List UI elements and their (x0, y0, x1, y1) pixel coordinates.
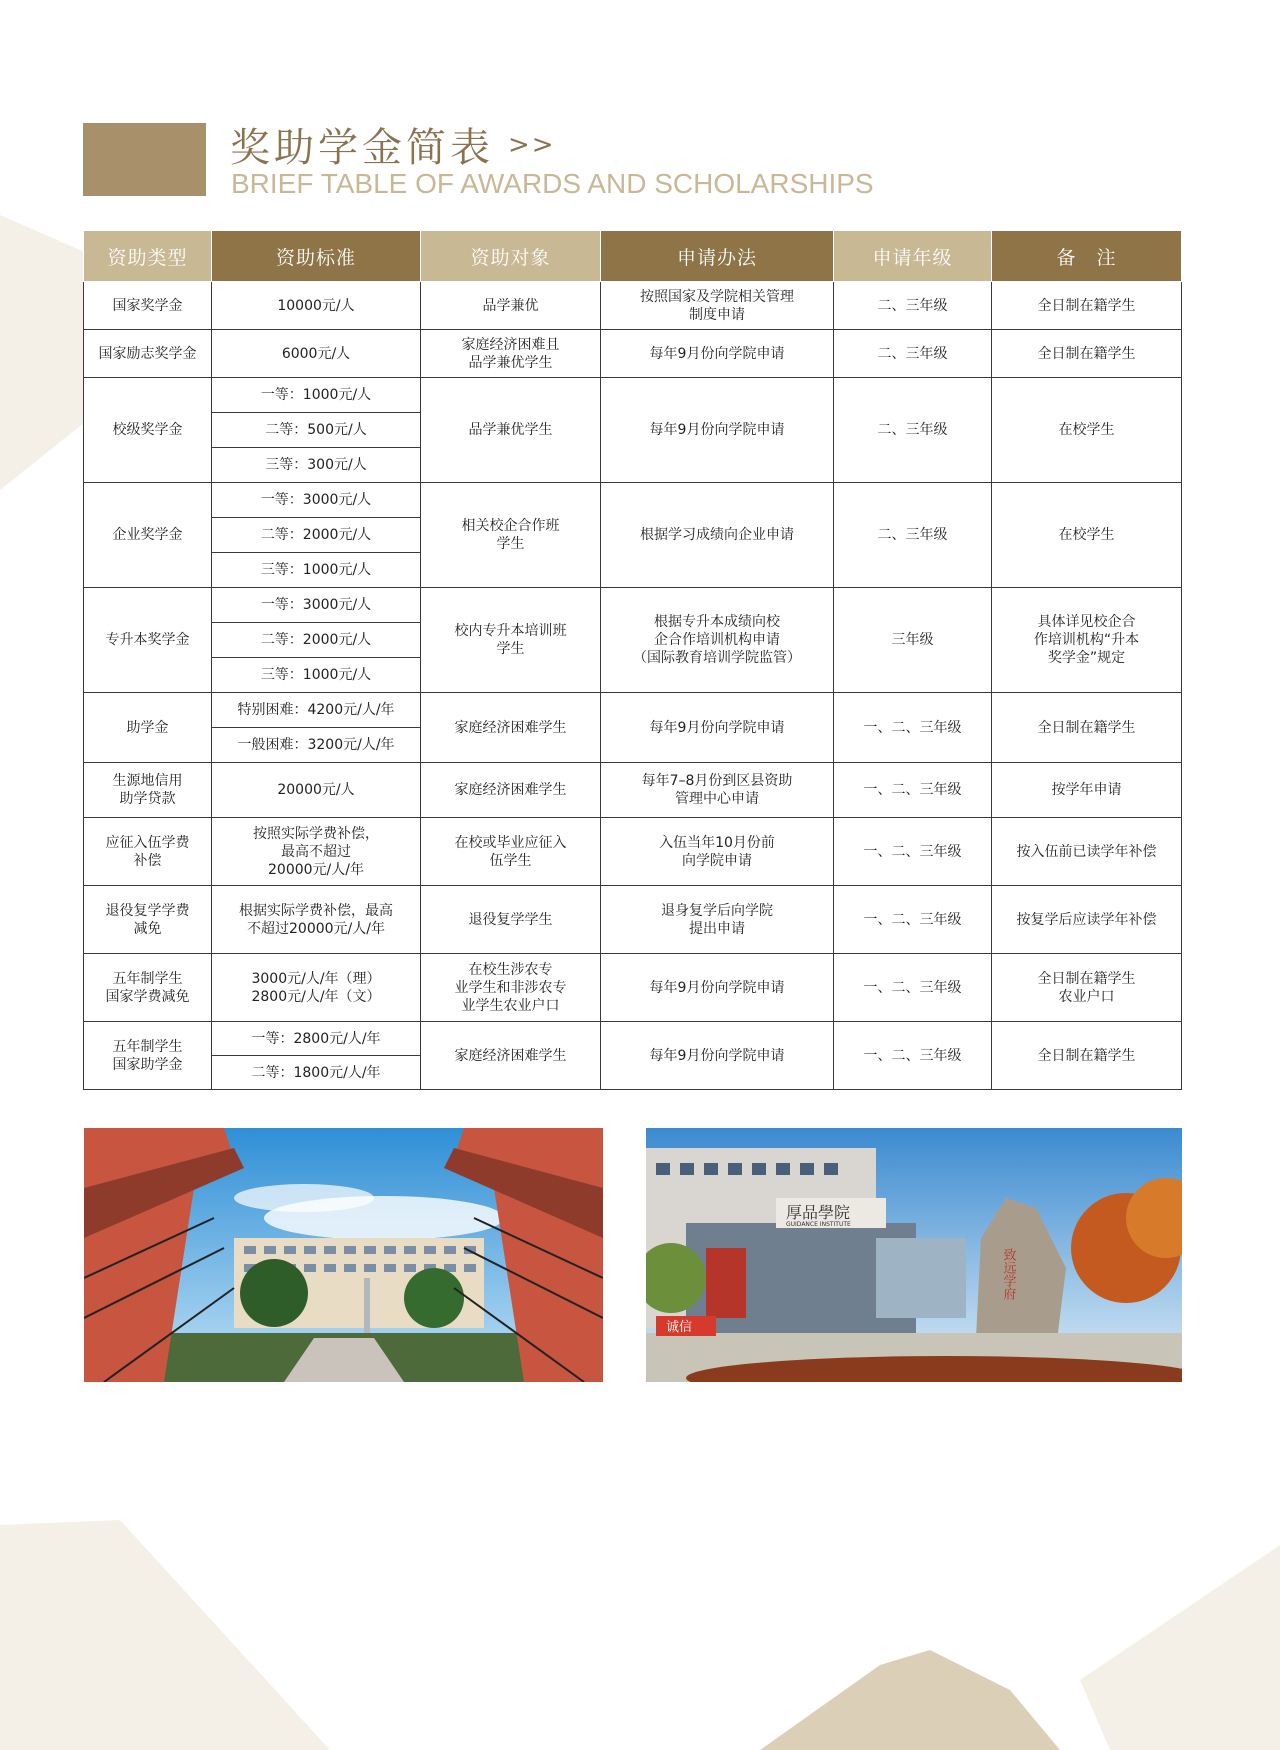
cell-standard: 三等：1000元/人 (212, 553, 421, 588)
table-row (84, 1022, 1182, 1056)
cell-grade: 二、三年级 (834, 282, 992, 330)
cell-target: 家庭经济困难学生 (421, 1022, 601, 1090)
cell-grade: 三年级 (834, 588, 992, 693)
cell-note: 按入伍前已读学年补偿 (992, 818, 1182, 886)
cell-method: 按照国家及学院相关管理 制度申请 (601, 282, 834, 330)
cell-standard: 按照实际学费补偿， 最高不超过 20000元/人/年 (212, 818, 421, 886)
cell-type: 退役复学学费 减免 (84, 886, 212, 954)
cell-standard: 二等：2000元/人 (212, 518, 421, 553)
table-header-row (84, 231, 1182, 282)
cell-method: 每年9月份向学院申请 (601, 378, 834, 483)
table-row (84, 954, 1182, 1022)
cell-type: 专升本奖学金 (84, 588, 212, 693)
table-row (84, 818, 1182, 886)
cell-standard: 10000元/人 (212, 282, 421, 330)
cell-type: 助学金 (84, 693, 212, 763)
header-aid-standard: 资助标准 (212, 231, 421, 282)
cell-target: 相关校企合作班 学生 (421, 483, 601, 588)
sign-text-cn: 厚品學院 (786, 1203, 851, 1222)
header-apply-grade: 申请年级 (834, 231, 992, 282)
cell-note: 全日制在籍学生 (992, 282, 1182, 330)
cell-target: 家庭经济困难学生 (421, 763, 601, 818)
cell-type: 生源地信用 助学贷款 (84, 763, 212, 818)
cell-method: 每年9月份向学院申请 (601, 330, 834, 378)
cell-target: 退役复学学生 (421, 886, 601, 954)
table-row (84, 886, 1182, 954)
banner-text: 诚信 (666, 1320, 693, 1335)
table-row (84, 378, 1182, 413)
table-row (84, 763, 1182, 818)
cell-standard: 一等：3000元/人 (212, 483, 421, 518)
cell-standard: 二等：1800元/人/年 (212, 1056, 421, 1090)
title-arrow-icon: >> (508, 130, 556, 160)
cell-standard: 特别困难：4200元/人/年 (212, 693, 421, 728)
cell-grade: 二、三年级 (834, 483, 992, 588)
cell-standard: 一等：1000元/人 (212, 378, 421, 413)
cell-standard: 三等：300元/人 (212, 448, 421, 483)
cell-target: 家庭经济困难且 品学兼优学生 (421, 330, 601, 378)
cell-method: 根据学习成绩向企业申请 (601, 483, 834, 588)
cell-target: 在校或毕业应征入 伍学生 (421, 818, 601, 886)
cell-target: 品学兼优 (421, 282, 601, 330)
cell-note: 全日制在籍学生 农业户口 (992, 954, 1182, 1022)
cell-method: 每年7–8月份到区县资助 管理中心申请 (601, 763, 834, 818)
cell-type: 五年制学生 国家助学金 (84, 1022, 212, 1090)
cell-target: 品学兼优学生 (421, 378, 601, 483)
page-title: 奖助学金简表 (230, 125, 494, 171)
cell-method: 退身复学后向学院 提出申请 (601, 886, 834, 954)
cell-standard: 根据实际学费补偿，最高 不超过20000元/人/年 (212, 886, 421, 954)
cell-target: 校内专升本培训班 学生 (421, 588, 601, 693)
header-color-block (83, 123, 206, 196)
header-note: 备 注 (992, 231, 1182, 282)
cell-grade: 一、二、三年级 (834, 954, 992, 1022)
table-row (84, 483, 1182, 518)
cell-note: 全日制在籍学生 (992, 693, 1182, 763)
cell-method: 每年9月份向学院申请 (601, 1022, 834, 1090)
cell-type: 企业奖学金 (84, 483, 212, 588)
cell-grade: 二、三年级 (834, 378, 992, 483)
cell-grade: 一、二、三年级 (834, 693, 992, 763)
cell-standard: 一等：2800元/人/年 (212, 1022, 421, 1056)
header-aid-target: 资助对象 (421, 231, 601, 282)
cell-standard: 二等：500元/人 (212, 413, 421, 448)
cell-standard: 二等：2000元/人 (212, 623, 421, 658)
cell-standard: 3000元/人/年（理） 2800元/人/年（文） (212, 954, 421, 1022)
campus-photo-stairs (84, 1128, 603, 1382)
cell-grade: 一、二、三年级 (834, 886, 992, 954)
cell-note: 全日制在籍学生 (992, 1022, 1182, 1090)
cell-grade: 一、二、三年级 (834, 1022, 992, 1090)
cell-method: 入伍当年10月份前 向学院申请 (601, 818, 834, 886)
cell-type: 国家奖学金 (84, 282, 212, 330)
cell-standard: 一般困难：3200元/人/年 (212, 728, 421, 763)
stone-inscription: 致远学府 (1000, 1248, 1016, 1300)
campus-photo-gate (646, 1128, 1182, 1382)
cell-note: 全日制在籍学生 (992, 330, 1182, 378)
cell-standard: 20000元/人 (212, 763, 421, 818)
cell-note: 在校学生 (992, 378, 1182, 483)
cell-type: 五年制学生 国家学费减免 (84, 954, 212, 1022)
cell-method: 根据专升本成绩向校 企合作培训机构申请 （国际教育培训学院监管） (601, 588, 834, 693)
table-row (84, 693, 1182, 728)
cell-note: 按复学后应读学年补偿 (992, 886, 1182, 954)
cell-standard: 6000元/人 (212, 330, 421, 378)
cell-method: 每年9月份向学院申请 (601, 693, 834, 763)
cell-target: 家庭经济困难学生 (421, 693, 601, 763)
table-row (84, 330, 1182, 378)
cell-standard: 三等：1000元/人 (212, 658, 421, 693)
cell-target: 在校生涉农专 业学生和非涉农专 业学生农业户口 (421, 954, 601, 1022)
cell-grade: 一、二、三年级 (834, 763, 992, 818)
cell-type: 国家励志奖学金 (84, 330, 212, 378)
header-aid-type: 资助类型 (84, 231, 212, 282)
header-apply-method: 申请办法 (601, 231, 834, 282)
cell-note: 具体详见校企合 作培训机构“升本 奖学金”规定 (992, 588, 1182, 693)
cell-note: 按学年申请 (992, 763, 1182, 818)
sign-text-en: GUIDANCE INSTITUTE (786, 1221, 851, 1228)
cell-grade: 一、二、三年级 (834, 818, 992, 886)
table-row (84, 588, 1182, 623)
cell-standard: 一等：3000元/人 (212, 588, 421, 623)
awards-table (83, 230, 1182, 1090)
cell-type: 应征入伍学费 补偿 (84, 818, 212, 886)
cell-note: 在校学生 (992, 483, 1182, 588)
cell-method: 每年9月份向学院申请 (601, 954, 834, 1022)
cell-type: 校级奖学金 (84, 378, 212, 483)
table-row (84, 282, 1182, 330)
page-subtitle-english: BRIEF TABLE OF AWARDS AND SCHOLARSHIPS (231, 168, 874, 199)
cell-grade: 二、三年级 (834, 330, 992, 378)
